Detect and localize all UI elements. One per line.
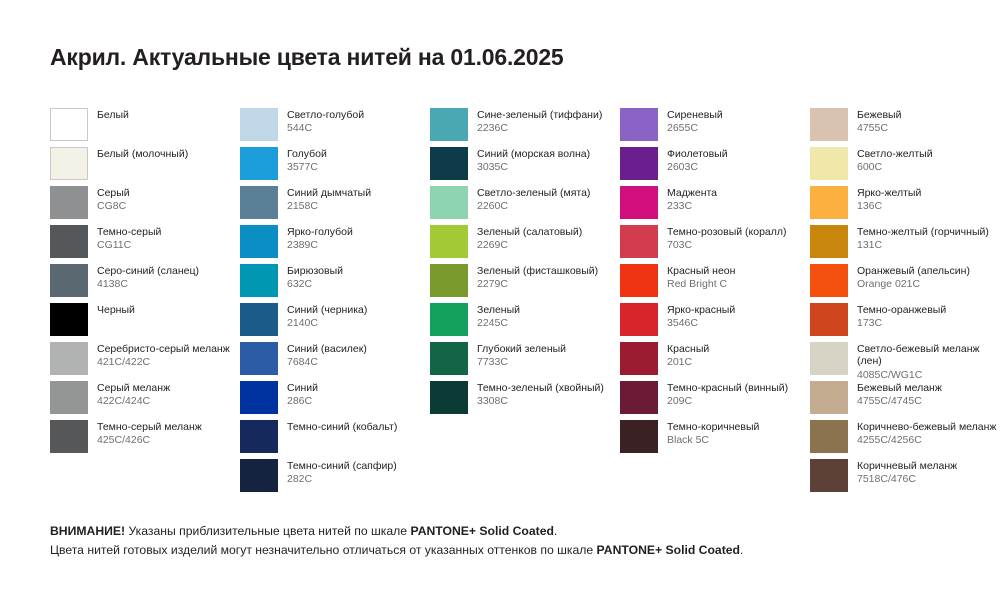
swatch-row[interactable] — [240, 381, 430, 420]
color-name: Маджента — [667, 187, 718, 199]
color-name: Темно-розовый (коралл) — [667, 226, 787, 238]
swatch-labels — [477, 264, 598, 291]
swatch-row[interactable] — [240, 108, 430, 147]
color-code: 2269C — [477, 239, 508, 252]
swatch-column — [430, 108, 620, 498]
swatch-labels — [667, 147, 728, 174]
color-name: Коричневый меланж — [857, 460, 958, 472]
swatch-labels — [667, 225, 787, 252]
color-code: Orange 021C — [857, 278, 921, 291]
swatch-column — [810, 108, 1000, 498]
swatch-labels — [477, 342, 566, 369]
color-swatch[interactable] — [810, 420, 848, 453]
swatch-labels — [287, 459, 397, 486]
color-name: Синий (василек) — [287, 343, 367, 355]
swatch-labels — [857, 459, 957, 486]
color-swatch[interactable] — [240, 186, 278, 219]
swatch-labels — [857, 420, 996, 447]
swatch-labels — [477, 303, 520, 330]
color-swatch[interactable] — [620, 381, 658, 414]
swatch-labels — [857, 225, 989, 252]
swatch-row[interactable] — [810, 147, 1000, 186]
color-name: Светло-голубой — [287, 109, 365, 121]
swatch-row[interactable] — [430, 303, 620, 342]
swatch-columns — [50, 108, 997, 498]
color-code: 4085C/WG1C — [857, 368, 923, 381]
swatch-column — [240, 108, 430, 498]
footer-pantone-label-1: PANTONE+ Solid Coated — [410, 524, 554, 538]
swatch-row[interactable] — [50, 381, 240, 420]
swatch-labels — [857, 264, 970, 291]
swatch-row[interactable] — [240, 303, 430, 342]
color-swatch[interactable] — [240, 342, 278, 375]
swatch-labels — [287, 147, 327, 174]
color-name: Светло-зеленый (мята) — [477, 187, 591, 199]
swatch-row[interactable] — [50, 420, 240, 459]
swatch-row[interactable] — [620, 420, 810, 459]
color-name: Серо-синий (сланец) — [97, 265, 200, 277]
color-code: 286C — [287, 395, 313, 408]
swatch-row[interactable] — [430, 381, 620, 420]
color-code: 2140C — [287, 317, 318, 330]
swatch-labels — [97, 186, 130, 213]
footer-line2-end: . — [740, 542, 744, 557]
color-name: Темно-коричневый — [667, 421, 760, 433]
color-swatch[interactable] — [810, 186, 848, 219]
swatch-labels — [287, 381, 318, 408]
color-code: 282C — [287, 473, 313, 486]
color-code: 4138C — [97, 278, 128, 291]
swatch-row[interactable] — [810, 108, 1000, 147]
color-swatch[interactable] — [620, 420, 658, 453]
swatch-row[interactable] — [810, 225, 1000, 264]
color-name: Красный неон — [667, 265, 736, 277]
color-swatch[interactable] — [240, 264, 278, 297]
swatch-labels — [857, 186, 921, 213]
color-name: Светло-бежевый меланж (лен) — [857, 343, 980, 368]
color-swatch[interactable] — [50, 225, 88, 258]
color-name: Коричнево-бежевый меланж — [857, 421, 997, 433]
swatch-row[interactable] — [50, 342, 240, 381]
swatch-labels — [97, 381, 170, 408]
swatch-row[interactable] — [50, 186, 240, 225]
color-swatch[interactable] — [430, 264, 468, 297]
swatch-row[interactable] — [430, 147, 620, 186]
color-name: Синий — [287, 382, 318, 394]
swatch-labels — [97, 108, 129, 121]
color-swatch[interactable] — [430, 108, 468, 141]
swatch-labels — [477, 225, 582, 252]
color-name: Черный — [97, 304, 135, 316]
color-code: 3577C — [287, 161, 318, 174]
swatch-row[interactable] — [240, 342, 430, 381]
swatch-labels — [287, 303, 367, 330]
color-code: 2260C — [477, 200, 508, 213]
swatch-labels — [97, 264, 199, 291]
swatch-labels — [667, 186, 717, 213]
color-name: Сине-зеленый (тиффани) — [477, 109, 603, 121]
swatch-row[interactable] — [240, 186, 430, 225]
swatch-labels — [667, 420, 759, 447]
color-swatch[interactable] — [810, 225, 848, 258]
color-code: CG8C — [97, 200, 127, 213]
swatch-row[interactable] — [50, 147, 240, 186]
color-name: Зеленый (фисташковый) — [477, 265, 599, 277]
color-code: 2158C — [287, 200, 318, 213]
color-code: 421C/422C — [97, 356, 151, 369]
color-swatch[interactable] — [430, 147, 468, 180]
color-code: 4755C — [857, 122, 888, 135]
color-swatch[interactable] — [430, 225, 468, 258]
color-name: Глубокий зеленый — [477, 343, 567, 355]
footer-line-1 — [50, 522, 970, 541]
swatch-labels — [477, 108, 602, 135]
swatch-labels — [857, 303, 946, 330]
swatch-row[interactable] — [620, 108, 810, 147]
color-name: Темно-красный (винный) — [667, 382, 789, 394]
color-code: 136C — [857, 200, 883, 213]
color-name: Бежевый — [857, 109, 902, 121]
swatch-row[interactable] — [620, 381, 810, 420]
swatch-row[interactable] — [240, 459, 430, 498]
swatch-row[interactable] — [810, 420, 1000, 459]
color-code: 2655C — [667, 122, 698, 135]
swatch-labels — [477, 381, 604, 408]
color-code: Black 5C — [667, 434, 710, 447]
color-swatch[interactable] — [620, 147, 658, 180]
swatch-row[interactable] — [620, 342, 810, 381]
swatch-labels — [287, 420, 397, 433]
swatch-row[interactable] — [240, 420, 430, 459]
swatch-row[interactable] — [430, 342, 620, 381]
footer-line1-mid: Указаны приблизительные цвета нитей по шкале — [125, 524, 411, 538]
swatch-row[interactable] — [620, 186, 810, 225]
color-swatch[interactable] — [620, 108, 658, 141]
color-swatch[interactable] — [240, 420, 278, 453]
footer-pantone-label-2: PANTONE+ Solid Coated — [596, 542, 740, 557]
color-swatch[interactable] — [620, 303, 658, 336]
swatch-row[interactable] — [620, 264, 810, 303]
swatch-labels — [857, 381, 942, 408]
color-name: Сиреневый — [667, 109, 723, 121]
swatch-row[interactable] — [430, 108, 620, 147]
color-code: 425C/426C — [97, 434, 151, 447]
swatch-labels — [287, 108, 364, 135]
color-code: 3035C — [477, 161, 508, 174]
swatch-labels — [287, 225, 353, 252]
color-swatch[interactable] — [240, 381, 278, 414]
color-name: Ярко-красный — [667, 304, 736, 316]
color-code: 7733C — [477, 356, 508, 369]
swatch-row[interactable] — [620, 147, 810, 186]
swatch-labels — [667, 342, 709, 369]
color-swatch[interactable] — [50, 147, 88, 180]
swatch-row[interactable] — [50, 303, 240, 342]
color-code: 7684C — [287, 356, 318, 369]
swatch-row[interactable] — [810, 186, 1000, 225]
color-swatch[interactable] — [240, 303, 278, 336]
swatch-row[interactable] — [620, 303, 810, 342]
color-swatch[interactable] — [50, 186, 88, 219]
swatch-row[interactable] — [240, 147, 430, 186]
swatch-row[interactable] — [810, 459, 1000, 498]
swatch-labels — [477, 147, 590, 174]
swatch-labels — [287, 264, 343, 291]
swatch-row[interactable] — [430, 225, 620, 264]
swatch-labels — [477, 186, 590, 213]
color-name: Фиолетовый — [667, 148, 728, 160]
swatch-labels — [287, 186, 371, 213]
color-code: 3308C — [477, 395, 508, 408]
color-swatch[interactable] — [620, 186, 658, 219]
swatch-row[interactable] — [430, 186, 620, 225]
color-swatch[interactable] — [430, 303, 468, 336]
color-name: Серый — [97, 187, 130, 199]
swatch-row[interactable] — [50, 108, 240, 147]
color-code: 201C — [667, 356, 693, 369]
swatch-row[interactable] — [620, 225, 810, 264]
color-name: Ярко-голубой — [287, 226, 353, 238]
color-swatch[interactable] — [810, 303, 848, 336]
color-swatch[interactable] — [810, 264, 848, 297]
color-name: Темно-серый меланж — [97, 421, 202, 433]
color-code: CG11C — [97, 239, 132, 252]
swatch-labels — [857, 342, 999, 381]
color-code: 703C — [667, 239, 693, 252]
color-name: Белый — [97, 109, 129, 121]
swatch-row[interactable] — [810, 264, 1000, 303]
color-name: Темно-синий (сапфир) — [287, 460, 397, 472]
color-swatch[interactable] — [240, 459, 278, 492]
swatch-labels — [667, 108, 723, 135]
color-name: Темно-серый — [97, 226, 162, 238]
color-swatch[interactable] — [620, 264, 658, 297]
swatch-row[interactable] — [50, 225, 240, 264]
swatch-labels — [97, 303, 135, 316]
color-swatch[interactable] — [240, 225, 278, 258]
color-swatch[interactable] — [430, 381, 468, 414]
swatch-row[interactable] — [430, 264, 620, 303]
color-swatch[interactable] — [50, 342, 88, 375]
swatch-labels — [97, 420, 202, 447]
color-name: Зеленый — [477, 304, 521, 316]
color-name: Бирюзовый — [287, 265, 343, 277]
swatch-column — [620, 108, 810, 498]
color-name: Зеленый (салатовый) — [477, 226, 583, 238]
color-code: 3546C — [667, 317, 698, 330]
color-swatch[interactable] — [430, 186, 468, 219]
color-code: 4755C/4745C — [857, 395, 922, 408]
swatch-labels — [97, 342, 230, 369]
color-code: 233C — [667, 200, 693, 213]
swatch-row[interactable] — [240, 225, 430, 264]
footer-attention-label: ВНИМАНИЕ! — [50, 524, 126, 538]
color-swatch[interactable] — [810, 108, 848, 141]
color-swatch[interactable] — [430, 342, 468, 375]
color-code: Red Bright C — [667, 278, 728, 291]
swatch-row[interactable] — [240, 264, 430, 303]
footer-line2-start: Цвета нитей готовых изделий могут незначительно отличаться от указанных оттенков по шкале — [50, 542, 597, 557]
swatch-labels — [287, 342, 367, 369]
color-name: Темно-зеленый (хвойный) — [477, 382, 604, 394]
swatch-labels — [667, 381, 788, 408]
footer-note — [50, 522, 970, 560]
color-code: 4255C/4256C — [857, 434, 922, 447]
swatch-labels — [857, 108, 901, 135]
color-name: Светло-желтый — [857, 148, 933, 160]
color-swatch[interactable] — [810, 381, 848, 414]
swatch-column — [50, 108, 240, 498]
color-code: 2236C — [477, 122, 508, 135]
color-name: Бежевый меланж — [857, 382, 942, 394]
color-code: 2279C — [477, 278, 508, 291]
color-code: 209C — [667, 395, 693, 408]
color-name: Голубой — [287, 148, 327, 160]
swatch-row[interactable] — [810, 303, 1000, 342]
color-code: 131C — [857, 239, 883, 252]
color-name: Темно-желтый (горчичный) — [857, 226, 989, 238]
color-swatch[interactable] — [240, 108, 278, 141]
swatch-row[interactable] — [810, 342, 1000, 381]
color-name: Синий (черника) — [287, 304, 368, 316]
color-swatch[interactable] — [620, 225, 658, 258]
color-name: Оранжевый (апельсин) — [857, 265, 970, 277]
color-name: Ярко-желтый — [857, 187, 922, 199]
swatch-labels — [97, 225, 161, 252]
color-code: 2389C — [287, 239, 318, 252]
color-code: 600C — [857, 161, 883, 174]
color-swatch[interactable] — [810, 147, 848, 180]
color-name: Синий (морская волна) — [477, 148, 591, 160]
color-swatch[interactable] — [810, 459, 848, 492]
swatch-labels — [667, 303, 735, 330]
color-name: Темно-оранжевый — [857, 304, 947, 316]
color-code: 2245C — [477, 317, 508, 330]
color-name: Серебристо-серый меланж — [97, 343, 230, 355]
color-code: 422C/424C — [97, 395, 151, 408]
color-swatch[interactable] — [50, 264, 88, 297]
color-code: 544C — [287, 122, 313, 135]
color-name: Серый меланж — [97, 382, 171, 394]
color-swatch[interactable] — [810, 342, 848, 375]
swatch-row[interactable] — [810, 381, 1000, 420]
swatch-row[interactable] — [50, 264, 240, 303]
swatch-labels — [857, 147, 933, 174]
color-swatch[interactable] — [50, 420, 88, 453]
footer-line1-end: . — [553, 524, 558, 538]
swatch-labels — [97, 147, 188, 160]
footer-line-2 — [50, 541, 970, 560]
color-code: 7518C/476C — [857, 473, 916, 486]
color-code: 632C — [287, 278, 313, 291]
color-name: Синий дымчатый — [287, 187, 372, 199]
color-swatch[interactable] — [620, 342, 658, 375]
swatch-labels — [667, 264, 735, 291]
color-swatch[interactable] — [50, 381, 88, 414]
color-name: Темно-синий (кобальт) — [287, 421, 398, 433]
color-swatch[interactable] — [50, 303, 88, 336]
color-swatch[interactable] — [50, 108, 88, 141]
color-swatch[interactable] — [240, 147, 278, 180]
color-code: 2603C — [667, 161, 698, 174]
color-code: 173C — [857, 317, 883, 330]
color-name: Красный — [667, 343, 710, 355]
page-title: Акрил. Актуальные цвета нитей на 01.06.2025 — [50, 44, 564, 70]
color-name: Белый (молочный) — [97, 148, 189, 160]
